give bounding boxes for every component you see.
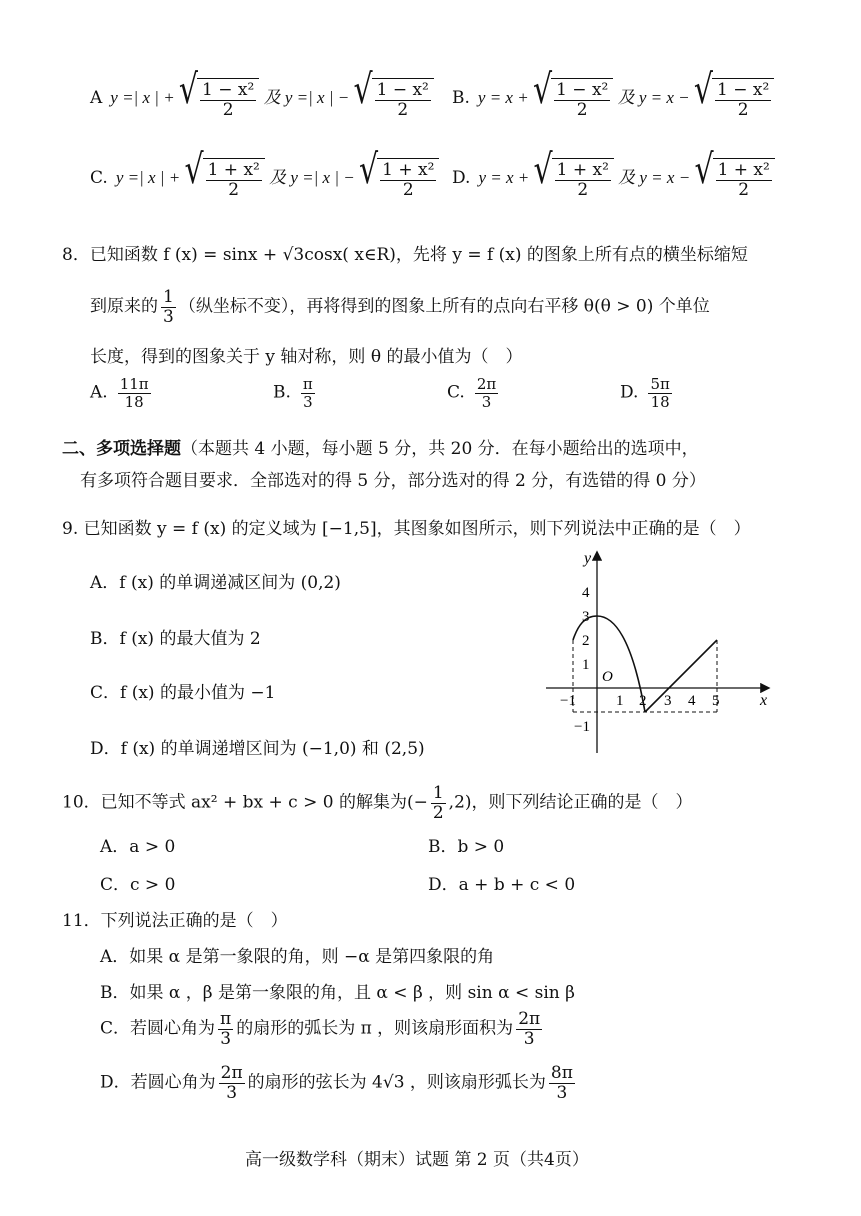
y-axis-label: y (584, 550, 592, 567)
x-tick-2: 2 (639, 693, 647, 709)
y-tick-neg1: −1 (574, 719, 590, 735)
x-axis-label: x (760, 692, 768, 709)
q11-option-c: C．若圆心角为 $\frac{\pi}{3}$ 的扇形的弧长为 π ，则该扇形面积为 $\frac{2\pi}{3}$ (100, 1009, 541, 1049)
page-footer: 高一级数学科（期末）试题 第 2 页（共4页） (245, 1150, 589, 1170)
section2-heading-line2: 有多项符合题目要求．全部选对的得 5 分，部分选对的得 2 分，有选错的得 0 分） (80, 471, 706, 491)
q11-stem: 11．下列说法正确的是（ ） (62, 911, 288, 931)
y-tick-4: 4 (582, 585, 590, 601)
q10-option-d: D．a + b + c < 0 (428, 875, 576, 895)
q9-option-d: D．f (x) 的单调递增区间为 (−1,0) 和 (2,5) (90, 739, 425, 759)
x-tick-neg1: −1 (560, 693, 576, 709)
y-tick-1: 1 (582, 657, 590, 673)
q7-option-a: A y =| x | + √ $\frac{\text{1 − x²}}{2}$ 及 y =| x | − √ $\frac{\text{1 − x²}}{2}$ (90, 78, 434, 119)
q8-stem-line3: 长度，得到的图象关于 y 轴对称，则 θ 的最小值为（ ） (90, 347, 523, 367)
q7-option-d: D. y = x + √ $\frac{\text{1 + x²}}{2}$ 及 y = x − √ $\frac{\text{1 + x²}}{2}$ (452, 158, 775, 199)
q11-option-a: A．如果 α 是第一象限的角，则 −α 是第四象限的角 (100, 947, 495, 967)
function-line-increasing (645, 640, 717, 712)
x-tick-4: 4 (688, 693, 696, 709)
q8-stem-line2: 到原来的 $\frac{1}{3}$ （纵坐标不变），再将得到的图象上所有的点向右平移 θ(θ > 0) 个单位 (90, 287, 710, 327)
q9-option-c: C．f (x) 的最小值为 −1 (90, 683, 276, 703)
q7-option-c: C. y =| x | + √ $\frac{\text{1 + x²}}{2}$ 及 y =| x | − √ $\frac{\text{1 + x²}}{2}$ (90, 158, 439, 199)
q9-option-a: A．f (x) 的单调递减区间为 (0,2) (90, 573, 341, 593)
q11-option-d: D．若圆心角为 $\frac{2\pi}{3}$ 的扇形的弦长为 4√3 ，则该扇形弧长为 $\frac{8\pi}{3}$ (100, 1063, 573, 1103)
q10-option-a: A．a > 0 (100, 837, 176, 857)
x-tick-1: 1 (616, 693, 624, 709)
q8-option-b: B. $\frac{\pi}{3}$ (273, 375, 313, 411)
y-tick-3: 3 (582, 609, 590, 625)
origin-label: O (602, 669, 613, 685)
q10-stem: 10．已知不等式 ax² + bx + c > 0 的解集为(− $\frac{1}{2}$ ,2)，则下列结论正确的是（ ） (62, 783, 693, 823)
q11-option-b: B．如果 α ，β 是第一象限的角，且 α < β ，则 sin α < sin β (100, 983, 575, 1003)
x-tick-5: 5 (712, 693, 720, 709)
section2-heading-line1: 二、多项选择题（本题共 4 小题，每小题 5 分，共 20 分．在每小题给出的选项中， (62, 439, 699, 459)
q9-option-b: B．f (x) 的最大值为 2 (90, 629, 261, 649)
x-tick-3: 3 (664, 693, 672, 709)
q7-option-b: B. y = x + √ $\frac{\text{1 − x²}}{2}$ 及 y = x − √ $\frac{\text{1 − x²}}{2}$ (452, 78, 774, 119)
q8-stem-line1: 8．已知函数 f (x) = sinx + √3cosx( x∈R)，先将 y = f (x) 的图象上所有点的横坐标缩短 (62, 245, 748, 265)
y-tick-2: 2 (582, 633, 590, 649)
q10-option-b: B．b > 0 (428, 837, 505, 857)
q9-function-graph (540, 545, 780, 757)
q8-option-a: A. $\frac{11\pi}{18}$ (90, 375, 149, 411)
q8-option-c: C. $\frac{2\pi}{3}$ (447, 375, 497, 411)
q9-stem: 9. 已知函数 y = f (x) 的定义域为 [−1,5]，其图象如图所示，则下列说法中正确的是（ ） (62, 519, 751, 539)
q8-option-d: D. $\frac{5\pi}{18}$ (620, 375, 670, 411)
q10-option-c: C．c > 0 (100, 875, 176, 895)
